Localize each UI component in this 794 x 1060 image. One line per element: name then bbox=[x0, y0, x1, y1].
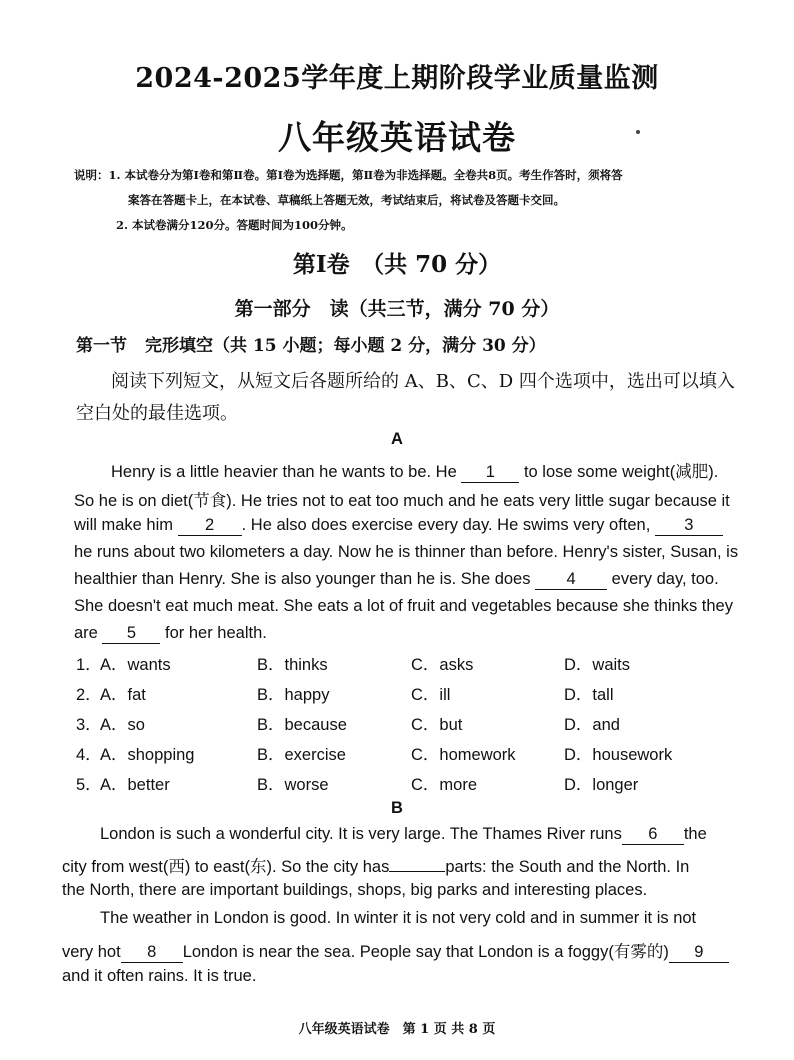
passage-a-line-4: he runs about two kilometers a day. Now he is thinner than before. Henry's sister, Susan, is bbox=[74, 543, 739, 561]
passage-b-line-5 bbox=[62, 938, 729, 963]
question-number: 1． bbox=[76, 656, 102, 674]
option-d[interactable]: D．longer bbox=[564, 776, 639, 794]
scan-speck bbox=[636, 130, 640, 134]
option-a[interactable]: A．shopping bbox=[100, 746, 195, 764]
question-number: 3． bbox=[76, 716, 102, 734]
option-a[interactable]: A．so bbox=[100, 716, 145, 734]
passage-a-line-7 bbox=[74, 624, 267, 644]
option-d[interactable]: D．waits bbox=[564, 656, 631, 674]
exam-subtitle: 八年级英语试卷 bbox=[278, 118, 516, 157]
passage-a-line-3 bbox=[74, 516, 723, 536]
instructions-line-3: 2. 本试卷满分120分。答题时间为100分钟。 bbox=[116, 218, 353, 232]
text-run: parts: the South and the North. In bbox=[445, 858, 690, 876]
directions-line-2: 空白处的最佳选项。 bbox=[76, 403, 238, 424]
text-run: every day, too. bbox=[607, 570, 719, 588]
blank-2: 2 bbox=[178, 516, 242, 536]
text-run: healthier than Henry. She is also younger than he is. She does bbox=[74, 570, 536, 588]
passage-b-line-2 bbox=[62, 853, 689, 877]
page-footer: 八年级英语试卷 第 1 页 共 8 页 bbox=[298, 1022, 496, 1037]
option-c[interactable]: C．more bbox=[411, 776, 478, 794]
blank-7 bbox=[389, 871, 445, 872]
text-run: London is such a wonderful city. It is very large. The Thames River runs bbox=[100, 825, 622, 843]
instructions-line-2: 案答在答题卡上，在本试卷、草稿纸上答题无效，考试结束后，将试卷及答题卡交回。 bbox=[128, 193, 565, 207]
passage-a-line-2: So he is on diet(节食). He tries not to eat too much and he eats very little sugar because it bbox=[74, 492, 730, 510]
text-run: very hot bbox=[62, 943, 121, 961]
passage-a-line-5 bbox=[74, 570, 719, 590]
option-b[interactable]: B．because bbox=[257, 716, 347, 734]
passage-b-line-3: the North, there are important buildings, shops, big parks and interesting places. bbox=[62, 881, 648, 899]
blank-9: 9 bbox=[669, 943, 729, 963]
text-run: . He also does exercise every day. He swims very often, bbox=[241, 516, 655, 534]
blank-1: 1 bbox=[461, 463, 519, 483]
directions-line-1: 阅读下列短文，从短文后各题所给的 A、B、C、D 四个选项中，选出可以填入 bbox=[111, 371, 735, 392]
option-a[interactable]: A．wants bbox=[100, 656, 171, 674]
section-title: 完形填空（共 15 小题；每小题 2 分，满分 30 分） bbox=[145, 336, 546, 356]
text-run: London is near the sea. People say that London is a foggy(有雾的) bbox=[182, 943, 669, 961]
text-run: are bbox=[74, 624, 103, 642]
instructions-line-1: 说明：1. 本试卷分为第Ⅰ卷和第Ⅱ卷。第Ⅰ卷为选择题，第Ⅱ卷为非选择题。全卷共8页。考生作答时，须将答 bbox=[74, 168, 623, 182]
text-run: city from west(西) to east(东). So the city has bbox=[62, 858, 390, 876]
option-b[interactable]: B．happy bbox=[257, 686, 330, 704]
option-c[interactable]: C．asks bbox=[411, 656, 474, 674]
blank-8: 8 bbox=[121, 943, 183, 963]
option-c[interactable]: C．but bbox=[411, 716, 463, 734]
passage-b-line-4: The weather in London is good. In winter it is not very cold and in summer it is not bbox=[100, 909, 697, 927]
text-run: the bbox=[683, 825, 707, 843]
text-run: for her health. bbox=[160, 624, 267, 642]
passage-b-line-1 bbox=[100, 825, 707, 845]
passage-a-line-6: She doesn't eat much meat. She eats a lot of fruit and vegetables because she thinks they bbox=[74, 597, 733, 615]
passage-a-line-1 bbox=[111, 458, 718, 483]
section-heading bbox=[76, 331, 546, 356]
option-b[interactable]: B．worse bbox=[257, 776, 329, 794]
option-c[interactable]: C．homework bbox=[411, 746, 516, 764]
option-c[interactable]: C．ill bbox=[411, 686, 451, 704]
text-run: Henry is a little heavier than he wants to be. He bbox=[111, 463, 462, 481]
option-d[interactable]: D．tall bbox=[564, 686, 614, 704]
passage-b-label: B bbox=[391, 799, 403, 817]
exam-title: 2024-2025学年度上期阶段学业质量监测 bbox=[135, 63, 659, 94]
option-b[interactable]: B．thinks bbox=[257, 656, 328, 674]
blank-4: 4 bbox=[535, 570, 607, 590]
blank-5: 5 bbox=[102, 624, 160, 644]
option-d[interactable]: D．and bbox=[564, 716, 620, 734]
option-a[interactable]: A．fat bbox=[100, 686, 146, 704]
blank-6: 6 bbox=[622, 825, 684, 845]
passage-b-line-6: and it often rains. It is true. bbox=[62, 967, 257, 985]
option-a[interactable]: A．better bbox=[100, 776, 170, 794]
blank-3: 3 bbox=[655, 516, 723, 536]
text-run: will make him bbox=[74, 516, 178, 534]
section-label: 第一节 bbox=[76, 336, 127, 356]
passage-a-label: A bbox=[391, 430, 403, 448]
question-number: 5． bbox=[76, 776, 102, 794]
question-number: 2． bbox=[76, 686, 102, 704]
volume-heading: 第Ⅰ卷 （共 70 分） bbox=[292, 251, 502, 278]
option-b[interactable]: B．exercise bbox=[257, 746, 346, 764]
part-heading: 第一部分 读（共三节，满分 70 分） bbox=[234, 298, 560, 320]
option-d[interactable]: D．housework bbox=[564, 746, 673, 764]
question-number: 4． bbox=[76, 746, 102, 764]
text-run: to lose some weight(减肥). bbox=[519, 463, 719, 481]
